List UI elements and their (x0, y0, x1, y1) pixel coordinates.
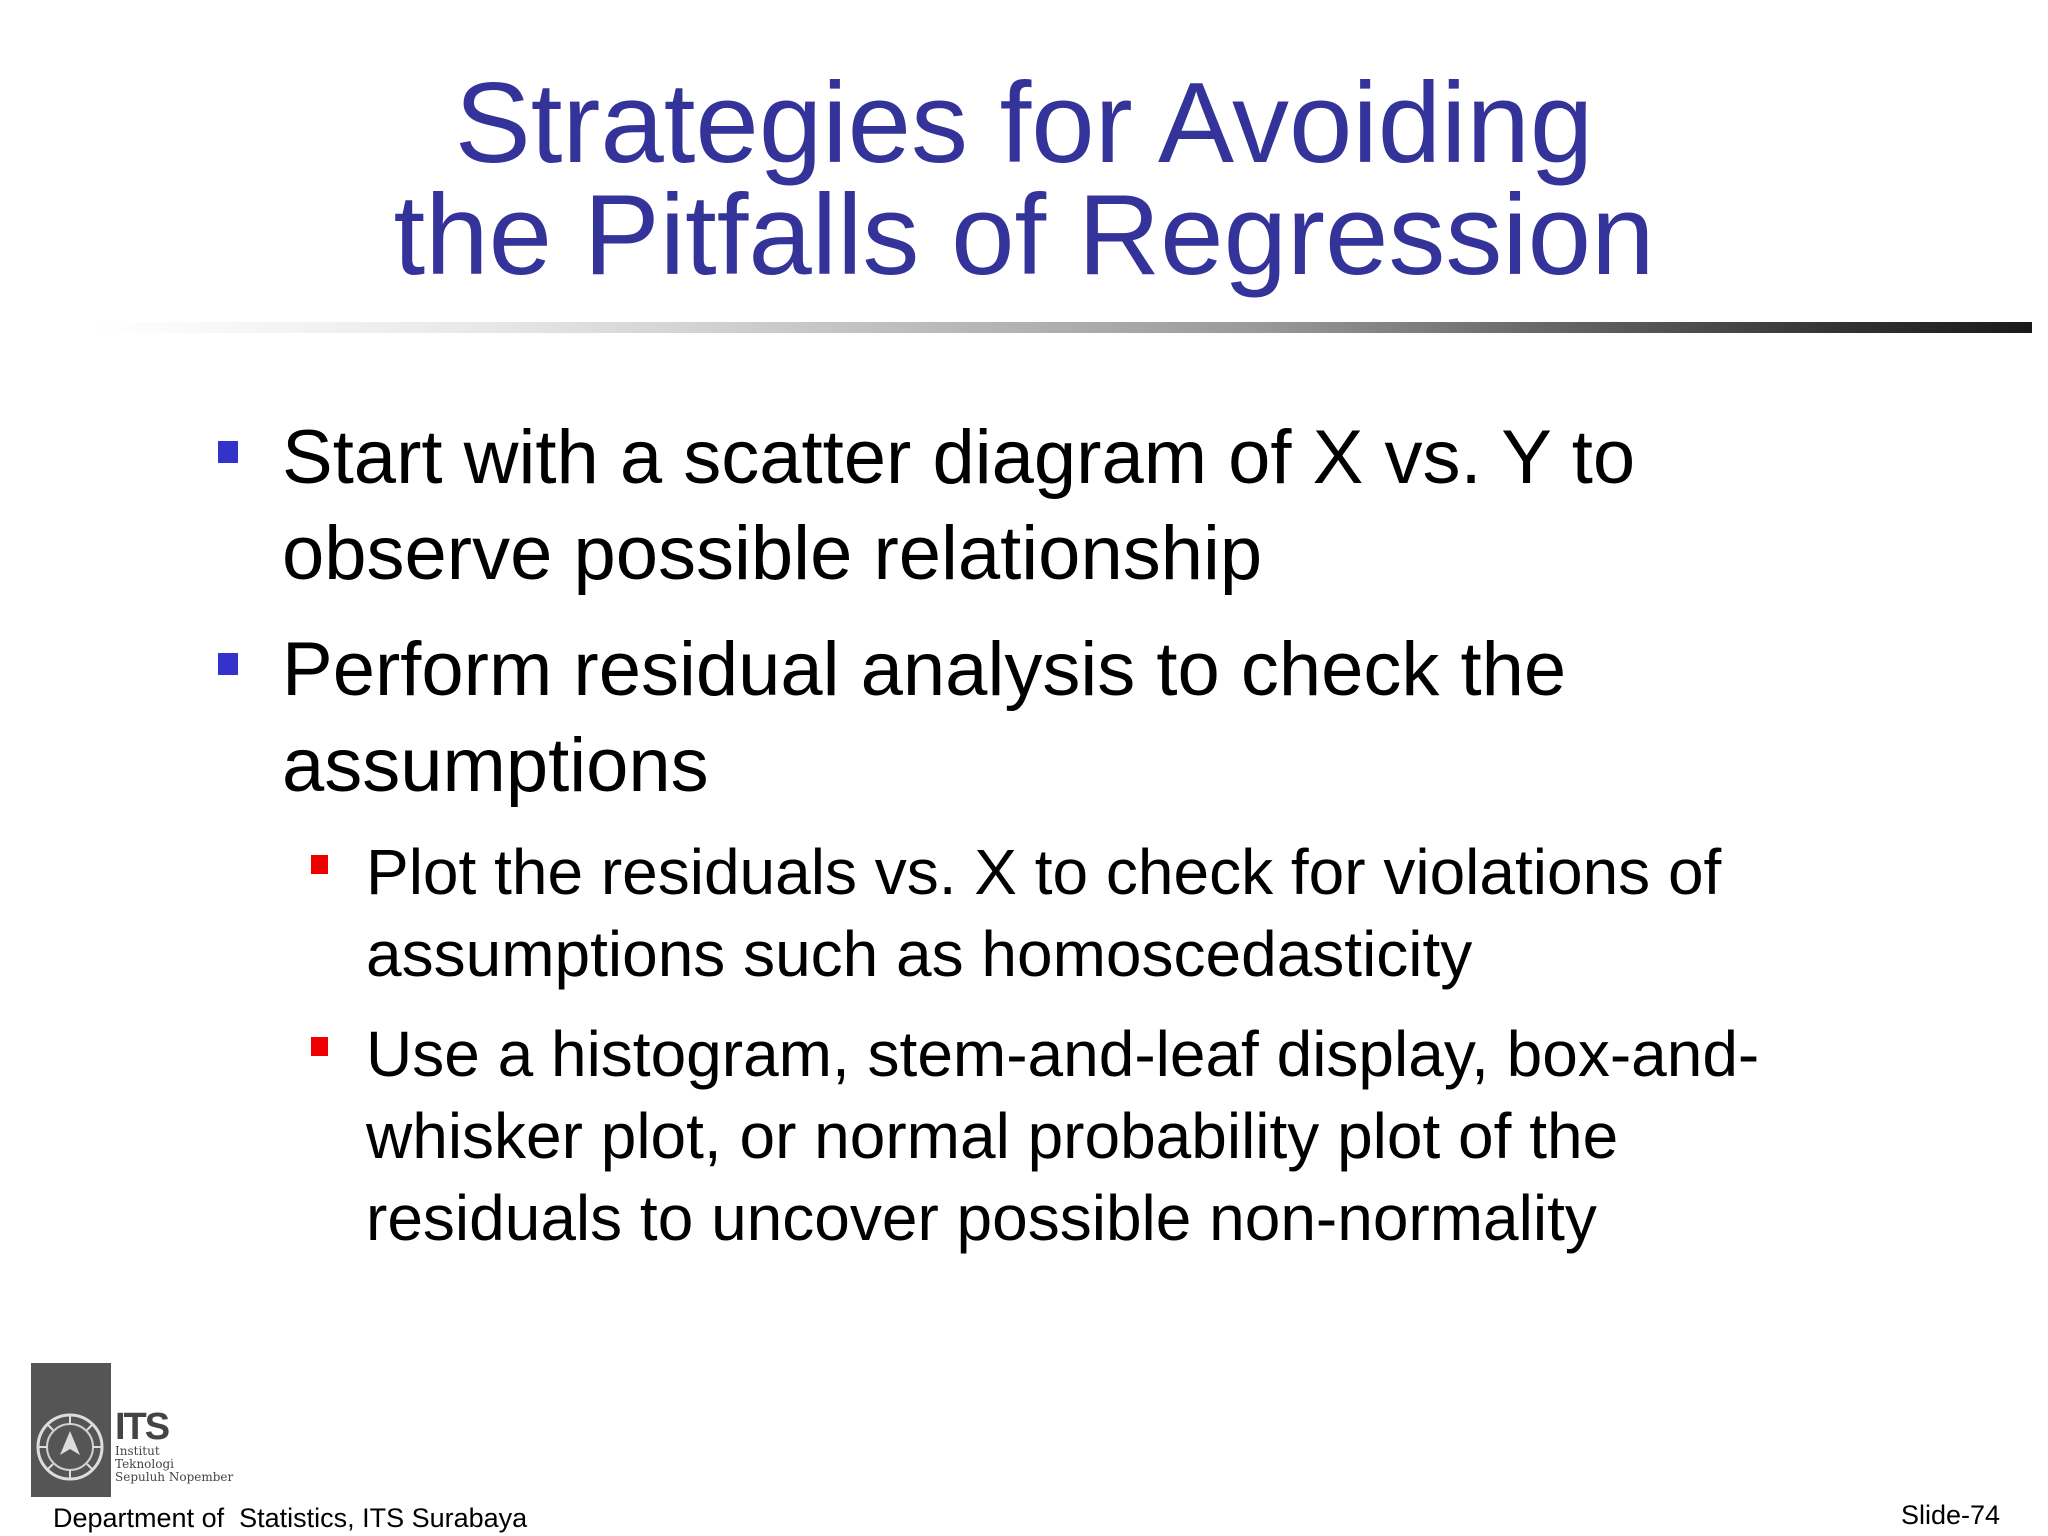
bullet-text (282, 622, 1566, 814)
logo-line: Sepuluh Nopember (115, 1470, 234, 1484)
bullet-square-icon (218, 653, 238, 675)
seal-icon (34, 1411, 106, 1483)
slide-title-line-2: the Pitfalls of Regression (393, 172, 1655, 299)
slide-title-line-1: Strategies for Avoiding (454, 60, 1594, 187)
bullet-text-line: assumptions (282, 723, 709, 808)
logo-wordmark (115, 1406, 234, 1484)
sub-bullet-text-line: Use a histogram, stem-and-leaf display, box-and- (366, 1018, 1760, 1090)
bullet-text (282, 410, 1635, 602)
bullet-text-line: Perform residual analysis to check the (282, 627, 1567, 712)
sub-bullet-text-line: whisker plot, or normal probability plot of the (366, 1100, 1619, 1172)
sub-bullet-square-icon (311, 855, 328, 874)
sub-bullet-square-icon (311, 1037, 328, 1056)
sub-bullet-text-line: assumptions such as homoscedasticity (366, 918, 1473, 990)
bullet-text-line: Start with a scatter diagram of X vs. Y to (282, 415, 1636, 500)
institution-logo (31, 1363, 246, 1497)
footer-department: Department of Statistics, ITS Surabaya (53, 1503, 528, 1533)
sub-bullet-text-line: Plot the residuals vs. X to check for violations of (366, 836, 1722, 908)
bullet-square-icon (218, 441, 238, 463)
bullet-text-line: observe possible relationship (282, 511, 1263, 596)
sub-bullet-text-line: residuals to uncover possible non-normality (366, 1182, 1597, 1254)
logo-mark-text: ITS (115, 1406, 169, 1448)
slide-number: Slide-74 (1900, 1500, 2000, 1530)
sub-bullet-text (366, 1013, 1759, 1259)
sub-bullet-text (366, 831, 1721, 995)
logo-line: Teknologi (115, 1457, 174, 1471)
logo-line: Institut (115, 1444, 160, 1458)
